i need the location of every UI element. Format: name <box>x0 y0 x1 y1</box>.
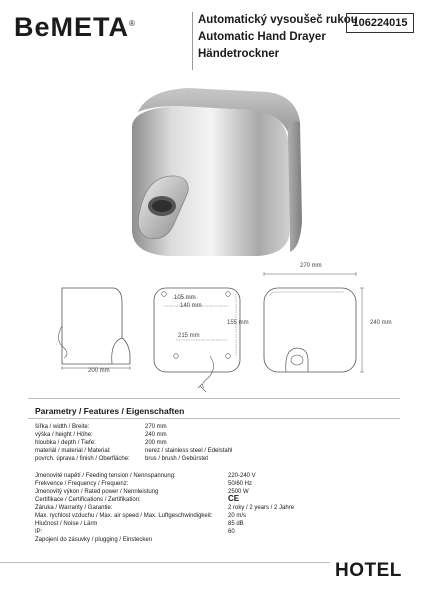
trademark-symbol: ® <box>129 19 136 28</box>
dim-215: 215 mm <box>178 333 200 339</box>
param-label: hloubka / depth / Tiefe: <box>35 440 96 446</box>
product-photo <box>118 82 308 262</box>
param-label: Frekvence / Frequency / Frequenz: <box>35 481 129 487</box>
param-label: Max. rychlost vzduchu / Max. air speed / Max. Luftgeschwindigkeit: <box>35 513 213 519</box>
mount-hole-tl <box>162 292 167 297</box>
param-value: 200 mm <box>145 440 167 446</box>
param-label: Certifikace / Certifications / Zertifikation: <box>35 497 141 503</box>
title-de: Händetrockner <box>198 48 280 60</box>
param-label: materiál / material / Material: <box>35 448 111 454</box>
param-value: 85 dB <box>228 521 244 527</box>
dim-105: 105 mm <box>174 295 196 301</box>
param-rule <box>28 418 400 419</box>
param-label: šířka / width / Breite: <box>35 424 90 430</box>
param-value: 2500 W <box>228 489 249 495</box>
mount-hole-tr <box>226 292 231 297</box>
product-number: 106224015 <box>346 13 414 33</box>
footer-rule <box>0 562 330 563</box>
dim-height: 240 mm <box>370 320 392 326</box>
title-en: Automatic Hand Drayer <box>198 31 326 43</box>
param-value: 20 m/s <box>228 513 247 519</box>
param-label: Jmenovité napětí / Feeding tension / Nennspannung: <box>35 473 176 479</box>
dim-140: 140 mm <box>180 303 202 309</box>
param-value: 60 <box>228 529 235 535</box>
ce-mark: CE <box>228 494 240 503</box>
param-label: Hlučnost / Noise / Lärm <box>35 521 98 527</box>
param-label: Zapojení do zásuvky / plugging / Einstecken <box>35 537 153 543</box>
param-value: brus / brush / Gebürstet <box>145 456 209 462</box>
param-value: nerez / stainless steel / Edelstahl <box>145 448 233 454</box>
param-label: Jmenovitý výkon / Rated power / Nennleistung <box>35 489 159 495</box>
brand-name: BeMETA <box>14 12 130 42</box>
dim-depth: 200 mm <box>88 368 110 374</box>
param-value: 50/60 Hz <box>228 481 253 487</box>
brand-logo <box>14 12 136 43</box>
title-cz: Automatický vysoušeč rukou <box>198 14 358 26</box>
param-value: 270 mm <box>145 424 167 430</box>
param-label: IP: <box>35 529 43 535</box>
param-rule-top <box>28 398 400 399</box>
front-view-drawing <box>256 268 368 384</box>
header-divider <box>192 12 193 70</box>
param-label: výška / height / Höhe: <box>35 432 93 438</box>
parameters-title: Parametry / Features / Eigenschaften <box>35 406 185 416</box>
dim-155: 155 mm <box>227 320 249 326</box>
product-titles <box>198 12 358 63</box>
param-value: 240 mm <box>145 432 167 438</box>
mount-hole-br <box>226 354 231 359</box>
param-value: 2 roky / 2 years / 2 Jahre <box>228 505 295 511</box>
category-label: HOTEL <box>335 560 402 581</box>
param-label: povrch. úprava / finish / Oberfläche: <box>35 456 130 462</box>
param-label: Záruka / Warranty / Garantie: <box>35 505 113 511</box>
side-view-drawing <box>56 282 136 382</box>
mount-hole-bl <box>174 354 179 359</box>
param-value: 220-240 V <box>228 473 256 479</box>
dim-width: 270 mm <box>300 263 322 269</box>
